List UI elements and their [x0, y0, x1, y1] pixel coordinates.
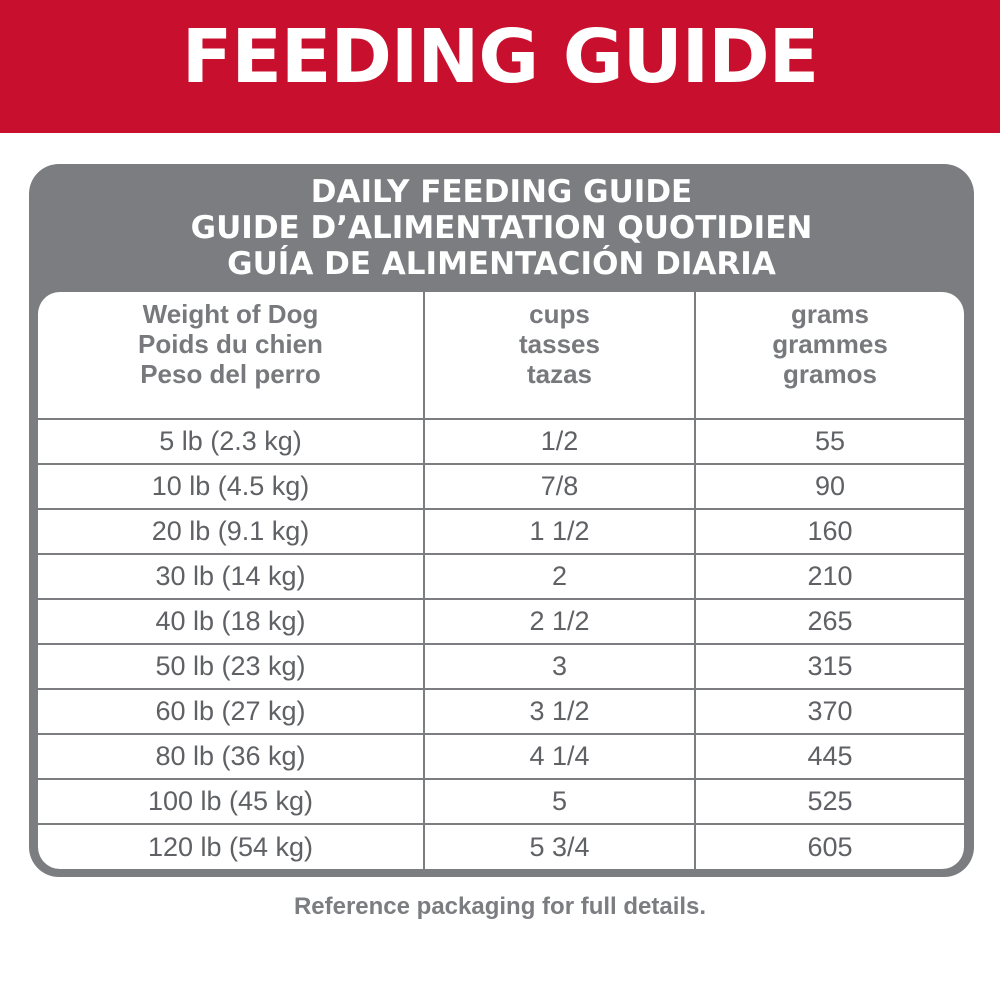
panel-heading: [29, 174, 974, 282]
table-row: [38, 689, 964, 734]
grams-cell: 605: [695, 824, 964, 869]
weight-cell: 40 lb (18 kg): [38, 599, 424, 644]
table-row: [38, 734, 964, 779]
cups-cell: 3: [424, 644, 695, 689]
header-cups-es: tazas: [526, 359, 593, 389]
table-row: [38, 464, 964, 509]
cups-cell: 1 1/2: [424, 509, 695, 554]
cups-cell: 7/8: [424, 464, 695, 509]
table-row: [38, 644, 964, 689]
table-row: [38, 824, 964, 869]
grams-cell: 210: [695, 554, 964, 599]
header-grams-es: gramos: [783, 359, 877, 389]
table-row: [38, 419, 964, 464]
weight-cell: 10 lb (4.5 kg): [38, 464, 424, 509]
grams-cell: 445: [695, 734, 964, 779]
cups-cell: 5: [424, 779, 695, 824]
header-grams-fr: grammes: [772, 329, 888, 359]
footer-note: Reference packaging for full details.: [293, 893, 707, 920]
header-cups-en: cups: [529, 299, 590, 329]
grams-cell: 90: [695, 464, 964, 509]
page-title: FEEDING GUIDE: [181, 13, 819, 100]
weight-cell: 5 lb (2.3 kg): [38, 419, 424, 464]
header-weight-es: Peso del perro: [140, 359, 321, 389]
weight-cell: 60 lb (27 kg): [38, 689, 424, 734]
header-weight-en: Weight of Dog: [142, 299, 319, 329]
column-header-weight: [38, 292, 424, 419]
cups-cell: 1/2: [424, 419, 695, 464]
weight-cell: 50 lb (23 kg): [38, 644, 424, 689]
weight-cell: 20 lb (9.1 kg): [38, 509, 424, 554]
weight-cell: 120 lb (54 kg): [38, 824, 424, 869]
grams-cell: 160: [695, 509, 964, 554]
cups-cell: 2: [424, 554, 695, 599]
heading-line-spanish: GUÍA DE ALIMENTACIÓN DIARIA: [227, 246, 776, 282]
grams-cell: 55: [695, 419, 964, 464]
column-header-cups: [424, 292, 695, 419]
weight-cell: 30 lb (14 kg): [38, 554, 424, 599]
cups-cell: 2 1/2: [424, 599, 695, 644]
table-row: [38, 599, 964, 644]
feeding-table: [38, 292, 964, 869]
cups-cell: 4 1/4: [424, 734, 695, 779]
table-row: [38, 779, 964, 824]
feeding-table-container: [38, 292, 964, 869]
cups-cell: 3 1/2: [424, 689, 695, 734]
header-cups-fr: tasses: [519, 329, 600, 359]
heading-line-english: DAILY FEEDING GUIDE: [310, 174, 693, 210]
grams-cell: 370: [695, 689, 964, 734]
table-header-row: [38, 292, 964, 419]
table-row: [38, 509, 964, 554]
header-grams-en: grams: [790, 299, 870, 329]
heading-line-french: GUIDE D’ALIMENTATION QUOTIDIEN: [190, 210, 813, 246]
grams-cell: 525: [695, 779, 964, 824]
cups-cell: 5 3/4: [424, 824, 695, 869]
header-weight-fr: Poids du chien: [138, 329, 323, 359]
weight-cell: 80 lb (36 kg): [38, 734, 424, 779]
feeding-guide-panel: [29, 164, 974, 877]
weight-cell: 100 lb (45 kg): [38, 779, 424, 824]
grams-cell: 315: [695, 644, 964, 689]
table-row: [38, 554, 964, 599]
table-body: [38, 419, 964, 869]
column-header-grams: [695, 292, 964, 419]
grams-cell: 265: [695, 599, 964, 644]
